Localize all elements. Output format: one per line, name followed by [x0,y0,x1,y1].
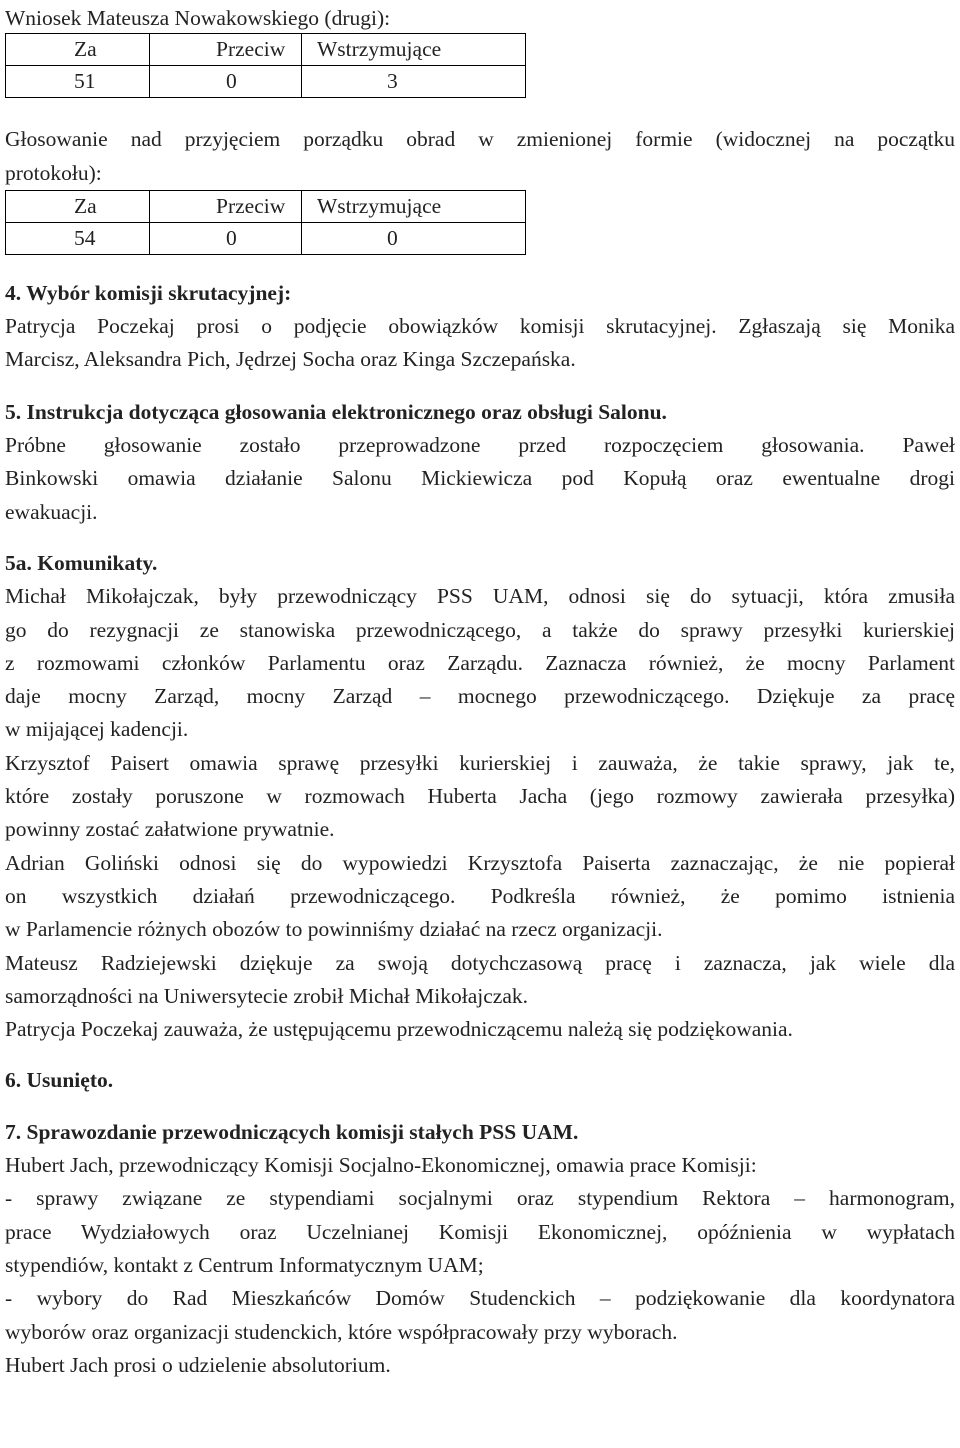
section-7-text-line: - wybory do Rad Mieszkańców Domów Studenckich – podziękowanie dla koordynatora [5,1286,955,1311]
section-7-text-line: Hubert Jach prosi o udzielenie absolutorium. [5,1352,391,1377]
vote-table-header-row [6,190,526,222]
paragraph-line: w Parlamencie różnych obozów to powinniśmy działać na rzecz organizacji. [5,917,663,942]
vote-table-second [5,190,526,255]
vote-title-mateusz: Wniosek Mateusza Nowakowskiego (drugi): [5,6,391,30]
vote-table-value-row [6,66,526,98]
paragraph-golinski [5,847,955,947]
vote-value-przeciw: 0 [150,222,302,254]
section-7-text-line: - sprawy związane ze stypendiami socjalnymi oraz stypendium Rektora – harmonogram, [5,1186,955,1211]
document-page [5,0,955,1382]
section-7-text-line: prace Wydziałowych oraz Uczelnianej Komisji Ekonomicznej, opóźnienia w wypłatach [5,1219,955,1244]
vote-header-wstrzymujace: Wstrzymujące [302,34,526,66]
section-5-heading: 5. Instrukcja dotycząca głosowania elektronicznego oraz obsługi Salonu. [5,399,667,424]
vote-header-przeciw: Przeciw [150,190,302,222]
paragraph-line: Michał Mikołajczak, były przewodniczący PSS UAM, odnosi się do sytuacji, która zmusiła [5,584,955,609]
vote-value-wstrzymujace: 0 [302,222,526,254]
vote-table-value-row [6,222,526,254]
vote-table-header-row [6,34,526,66]
vote-header-za: Za [6,190,150,222]
section-5-text-line: Próbne głosowanie zostało przeprowadzone przed rozpoczęciem głosowania. Paweł [5,433,955,458]
paragraph-line: Krzysztof Paisert omawia sprawę przesyłki kurierskiej i zauważa, że takie sprawy, jak te, [5,750,955,775]
section-7-text-line: wyborów oraz organizacji studenckich, które współpracowały przy wyborach. [5,1319,678,1344]
vote-table-first [5,33,526,98]
section-7-heading: 7. Sprawozdanie przewodniczących komisji stałych PSS UAM. [5,1119,579,1144]
paragraph-line: on wszystkich działań przewodniczącego. Podkreśla również, że pomimo istnienia [5,883,955,908]
paragraph-poczekaj [5,1013,955,1046]
vote-value-wstrzymujace: 3 [302,66,526,98]
paragraph-line: z rozmowami członków Parlamentu oraz Zarządu. Zaznacza również, że mocny Parlament [5,650,955,675]
vote-description-line: Głosowanie nad przyjęciem porządku obrad w zmienionej formie (widocznej na początku [5,127,955,152]
section-5-text-line: Binkowski omawia działanie Salonu Mickiewicza pod Kopułą oraz ewentualne drogi [5,466,955,491]
paragraph-line: Patrycja Poczekaj zauważa, że ustępującemu przewodniczącemu należą się podziękowania. [5,1017,793,1042]
vote-description-line: protokołu): [5,160,102,185]
paragraph-line: w mijającej kadencji. [5,717,189,742]
section-5-text-line: ewakuacji. [5,499,98,524]
paragraph-radziejewski [5,947,955,1014]
paragraph-line: go do rezygnacji ze stanowiska przewodniczącego, a także do sprawy przesyłki kurierskiej [5,617,955,642]
section-7-text-line: Hubert Jach, przewodniczący Komisji Socjalno-Ekonomicznej, omawia prace Komisji: [5,1153,757,1178]
paragraph-line: Adrian Goliński odnosi się do wypowiedzi Krzysztofa Paiserta zaznaczając, że nie popierał [5,850,955,875]
vote-header-przeciw: Przeciw [150,34,302,66]
paragraph-line: Mateusz Radziejewski dziękuje za swoją dotychczasową pracę i zaznacza, jak wiele dla [5,950,955,975]
vote-value-za: 54 [6,222,150,254]
vote-header-wstrzymujace: Wstrzymujące [302,190,526,222]
vote-header-za: Za [6,34,150,66]
paragraph-line: powinny zostać załatwione prywatnie. [5,817,335,842]
section-6-heading: 6. Usunięto. [5,1068,114,1093]
section-4-text-line: Patrycja Poczekaj prosi o podjęcie obowiązków komisji skrutacyjnej. Zgłaszają się Monika [5,314,955,339]
section-7-text-line: stypendiów, kontakt z Centrum Informatycznym UAM; [5,1252,484,1277]
paragraph-line: samorządności na Uniwersytecie zrobił Michał Mikołajczak. [5,983,528,1008]
section-4-text-line: Marcisz, Aleksandra Pich, Jędrzej Socha oraz Kinga Szczepańska. [5,347,576,372]
section-5a-heading: 5a. Komunikaty. [5,550,158,575]
vote-value-za: 51 [6,66,150,98]
paragraph-line: które zostały poruszone w rozmowach Huberta Jacha (jego rozmowy zawierała przesyłka) [5,784,955,809]
paragraph-paisert [5,747,955,847]
section-4-heading: 4. Wybór komisji skrutacyjnej: [5,280,292,305]
paragraph-line: daje mocny Zarząd, mocny Zarząd – mocnego przewodniczącego. Dziękuje za pracę [5,684,955,709]
paragraph-mikolajczak [5,580,955,746]
vote-value-przeciw: 0 [150,66,302,98]
